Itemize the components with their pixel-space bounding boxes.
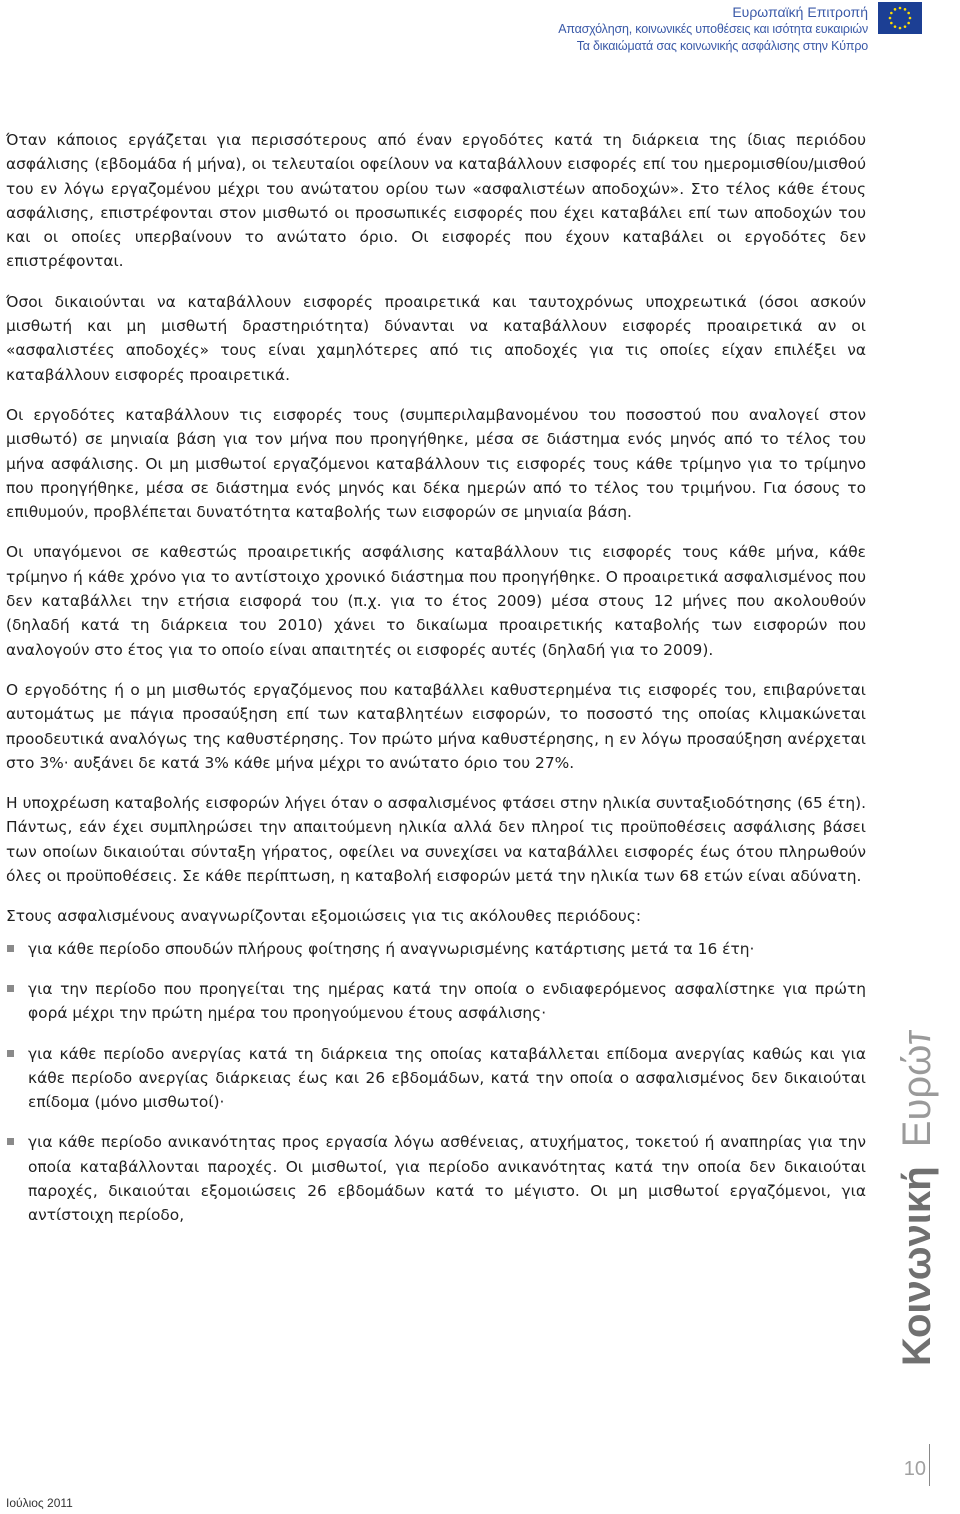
flag-star: [909, 17, 912, 20]
flag-star: [894, 8, 897, 11]
side-brand-bold: Κοινωνική: [895, 1166, 939, 1366]
periods-list: [6, 937, 866, 1228]
side-brand-light: Ευρώπη: [895, 1030, 939, 1148]
page-number-divider: [929, 1444, 930, 1486]
paragraph: Όσοι δικαιούνται να καταβάλλουν εισφορές προαιρετικά και ταυτοχρόνως υποχρεωτικά (όσοι ασκούν μισθωτή και μη μισθωτή δραστηριότητα) δύνανται να καταβάλλουν εισφορές προαιρετικά αν οι «ασφαλιστέες αποδοχές» τους είναι χαμηλότερες από τις αποδοχές για τις οποίες είχαν επιλέξει να καταβάλλουν εισφορές προαιρετικά.: [6, 292, 866, 384]
page-number: 10: [903, 1458, 926, 1480]
bullet-icon: [7, 1050, 14, 1057]
flag-star: [899, 7, 902, 10]
flag-star: [899, 27, 902, 30]
flag-star: [904, 25, 907, 28]
footer-date: Ιούλιος 2011: [6, 1496, 73, 1510]
flag-star: [907, 22, 910, 25]
flag-star: [889, 17, 892, 20]
flag-star: [904, 8, 907, 11]
list-item-text: για κάθε περίοδο σπουδών πλήρους φοίτησης ή αναγνωρισμένης κατάρτισης μετά τα 16 έτη·: [28, 939, 755, 958]
list-item-text: για την περίοδο που προηγείται της ημέρας κατά την οποία ο ενδιαφερόμενος ασφαλίστηκε για πρώτη φορά μέχρι την πρώτη ημέρα του προηγούμενου έτους ασφάλισης·: [28, 979, 866, 1023]
document-body: [6, 128, 866, 1244]
side-brand: [886, 1030, 946, 1370]
flag-star: [907, 12, 910, 15]
svg-text:Κοινωνική Ευρώπη: [895, 1030, 939, 1366]
bullet-icon: [7, 985, 14, 992]
header-org: Ευρωπαϊκή Επιτροπή: [732, 4, 868, 20]
paragraph: Η υποχρέωση καταβολής εισφορών λήγει όταν ο ασφαλισμένος φτάσει στην ηλικία συνταξιοδότησης (65 έτη). Πάντως, εάν έχει συμπληρώσει την απαιτούμενη ηλικία αλλά δεν πληροί τις προϋποθέσεις ασφάλισης βάσει των οποίων δικαιούται σύνταξη γήρατος, οφείλει να συνεχίσει να καταβάλλει εισφορές έως ότου πληρωθούν όλες οι προϋποθέσεις. Σε κάθε περίπτωση, η καταβολή εισφορών μετά την ηλικία των 68 ετών είναι αδύνατη.: [6, 794, 866, 886]
flag-star: [890, 12, 893, 15]
bullet-icon: [7, 945, 14, 952]
paragraph: Ο εργοδότης ή ο μη μισθωτός εργαζόμενος που καταβάλλει καθυστερημένα τις εισφορές του, επιβαρύνεται αυτομάτως με πάγια προσαύξηση επί των καταβλητέων εισφορών, το ποσοστό της οποίας κλιμακώνεται προοδευτικά αναλόγως της καθυστέρησης. Τον πρώτο μήνα καθυστέρησης, η εν λόγω προσαύξηση ανέρχεται στο 3%· αυξάνει δε κατά 3% κάθε μήνα μέχρι το ανώτατο όριο του 27%.: [6, 680, 866, 772]
header-line-2: Απασχόληση, κοινωνικές υποθέσεις και ισότητα ευκαιριών: [558, 22, 868, 36]
paragraph: Στους ασφαλισμένους αναγνωρίζονται εξομοιώσεις για τις ακόλουθες περιόδους:: [6, 907, 642, 926]
list-item: [6, 1042, 866, 1115]
paragraph: Όταν κάποιος εργάζεται για περισσότερους από έναν εργοδότες κατά τη διάρκεια της ίδιας περιόδου ασφάλισης (εβδομάδα ή μήνα), οι τελευταίοι οφείλουν να καταβάλλουν εισφορές επί του ημερομισθίου/μισθού του εν λόγω εργαζομένου μέχρι του ανώτατου ορίου των «ασφαλιστέων αποδοχών». Στο τέλος κάθε έτους ασφάλισης, επιστρέφονται στον μισθωτό οι προσωπικές εισφορές που έχει καταβάλει επί των αποδοχών του και οι οποίες υπερβαίνουν το ανώτατο όριο. Οι εισφορές που έχουν καταβάλει οι εργοδότες δεν επιστρέφονται.: [6, 131, 866, 271]
flag-star: [894, 25, 897, 28]
flag-star: [890, 22, 893, 25]
list-item: [6, 937, 866, 961]
bullet-icon: [7, 1138, 14, 1145]
eu-flag-icon: [878, 2, 922, 34]
header-line-3: Τα δικαιώματά σας κοινωνικής ασφάλισης στην Κύπρο: [576, 39, 868, 53]
list-item-text: για κάθε περίοδο ανεργίας κατά τη διάρκεια της οποίας καταβάλλεται επίδομα ανεργίας καθώς και για κάθε περίοδο ανεργίας διάρκειας έως και 26 εβδομάδων, κατά την οποία ο ασφαλισμένος δεν δικαιούται επίδομα (μόνο μισθωτοί)·: [28, 1044, 866, 1112]
list-item: [6, 1130, 866, 1227]
list-item: [6, 977, 866, 1026]
list-item-text: για κάθε περίοδο ανικανότητας προς εργασία λόγω ασθένειας, ατυχήματος, τοκετού ή αναπηρίας για την οποία καταβάλλονται παροχές. Οι μισθωτοί, για περίοδο ανικανότητας κατά την οποία δεν δικαιούται παροχές, δικαιούται εξομοιώσεις 26 εβδομάδων κατά το μέγιστο. Οι μη μισθωτοί εργαζόμενοι, για αντίστοιχη περίοδο,: [28, 1133, 866, 1225]
paragraph: Οι εργοδότες καταβάλλουν τις εισφορές τους (συμπεριλαμβανομένου του ποσοστού που αναλογεί στον μισθωτό) σε μηνιαία βάση για τον μήνα που προηγήθηκε, μέσα σε διάστημα ενός μηνός από το τέλος του μήνα ασφάλισης. Οι μη μισθωτοί εργαζόμενοι καταβάλλουν τις εισφορές τους κάθε τρίμηνο για το τρίμηνο που προηγήθηκε, μέσα σε διάστημα ενός μηνός και δέκα ημερών από το τέλος του τριμήνου. Για όσους το επιθυμούν, προβλέπεται δυνατότητα καταβολής των εισφορών σε μηνιαία βάση.: [6, 405, 866, 522]
page-header: [558, 4, 868, 55]
paragraph: Οι υπαγόμενοι σε καθεστώς προαιρετικής ασφάλισης καταβάλλουν τις εισφορές τους κάθε μήνα, κάθε τρίμηνο ή κάθε χρόνο για το αντίστοιχο χρονικό διάστημα που προηγήθηκε. Ο προαιρετικά ασφαλισμένος που δεν καταβάλλει την ετήσια εισφορά του (π.χ. για το έτος 2009) μέσα στους 12 μήνες που ακολουθούν (δηλαδή κατά τη διάρκεια του 2010) χάνει το δικαίωμα προαιρετικής καταβολής των εισφορών που αναλογούν στο έτος για το οποίο είναι απαιτητές οι εισφορές αυτές (δηλαδή για το 2009).: [6, 543, 866, 659]
